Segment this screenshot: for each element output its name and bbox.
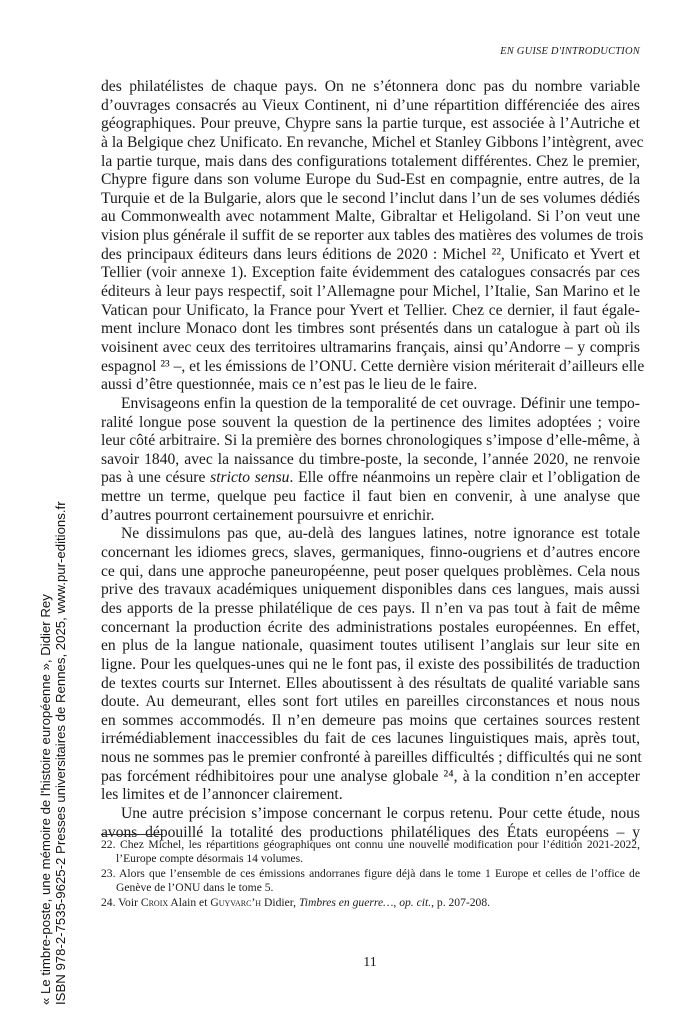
text-segment: pas à une césure <box>101 469 211 487</box>
text-line <box>101 339 640 358</box>
text-segment: les limites et de l’annoncer clairement. <box>101 786 343 804</box>
footnote-23: 23. Alors que l’ensemble de ces émissions andorranes figure déjà dans le tome 1 Europe et celles de l’office de Genève de l’ONU dans le tome 5. <box>101 866 640 895</box>
text-segment: nous ne sommes pas le premier confronté à pareilles difficultés ; difficultés qui ne sont <box>101 749 642 767</box>
text-line <box>101 525 640 544</box>
text-segment: ralité longue pose souvent la question de la pertinence des limites adoptées ; voire <box>101 413 640 431</box>
text-segment: concernant les idiomes grecs, slaves, germaniques, finno-ougriens et d’autres encore <box>101 544 640 562</box>
footnote-text: Didier, <box>261 895 299 909</box>
text-line <box>101 153 640 172</box>
text-segment: Une autre précision s’impose concernant le corpus retenu. Pour cette étude, nous <box>121 804 640 822</box>
text-line <box>101 133 644 153</box>
text-segment: à la Belgique chez Unificato. En revanche, Michel et Stanley Gibbons l’intègrent, avec <box>101 133 644 151</box>
text-segment: d’ouvrages consacrés au Vieux Continent, ni d’une répartition différenciée des aires <box>101 96 640 114</box>
side-citation-title: « Le timbre-poste, une mémoire de l'histoire européenne », Didier Rey <box>38 594 53 1005</box>
footnote-text: , p. 207-208. <box>431 895 491 909</box>
side-citation-isbn: ISBN 978-2-7535-9625-2 Presses universitaires de Rennes, 2025, www.pur-editions.fr <box>53 501 68 1005</box>
body-text <box>101 78 645 842</box>
text-line <box>101 227 644 246</box>
text-line <box>101 115 640 134</box>
text-segment: des principaux éditeurs dans leurs éditions de 2020 : Michel ²², Unificato et Yvert et <box>101 245 640 263</box>
text-line <box>101 786 640 805</box>
text-segment: en plus de la langue nationale, quasiment toutes utilisent l’anglais sur leur site en <box>101 637 640 655</box>
text-line <box>101 78 640 97</box>
text-line <box>101 488 640 507</box>
text-segment: Chypre figure dans son volume Europe du Sud-Est en compagnie, entre autres, de la <box>101 171 640 189</box>
text-line <box>101 395 640 414</box>
running-head: EN GUISE D'INTRODUCTION <box>500 46 640 57</box>
text-line <box>101 749 640 768</box>
text-line <box>101 451 640 470</box>
text-line <box>101 264 640 283</box>
text-line <box>101 190 640 209</box>
text-line <box>101 357 645 377</box>
text-line <box>101 730 640 749</box>
author-name: Croix <box>140 895 169 909</box>
text-line <box>101 675 640 694</box>
footnote-separator <box>101 834 163 835</box>
book-title: Timbres en guerre…, op. cit. <box>298 895 432 909</box>
text-line <box>101 563 640 582</box>
text-segment: ce qui, dans une approche paneuropéenne, peut poser quelques problèmes. Cela nous <box>101 562 640 580</box>
text-segment: Tellier (voir annexe 1). Exception faite évidemment des catalogues consacrés par ces <box>101 264 640 282</box>
text-segment: voisinent avec ceux des territoires ultramarins français, ainsi qu’Andorre – y compris <box>101 338 640 356</box>
text-line <box>101 581 640 600</box>
footnotes <box>101 838 640 910</box>
text-segment: Vatican pour Unificato, la France pour Yvert et Tellier. Chez ce dernier, il faut égale- <box>101 301 640 319</box>
text-line <box>101 469 640 488</box>
text-segment: au Commonwealth avec notamment Malte, Gibraltar et Heligoland. Si l’on veut une <box>101 208 640 226</box>
text-segment: savoir 1840, avec la naissance du timbre-poste, la seconde, l’année 2020, ne renvoie <box>101 450 640 468</box>
text-line <box>101 507 640 526</box>
page-number: 11 <box>363 955 377 970</box>
text-line <box>101 637 640 656</box>
text-line <box>101 544 640 563</box>
text-line <box>101 302 640 321</box>
text-segment: . Elle offre néanmoins un repère clair et l’obligation de <box>289 469 640 487</box>
text-segment: aussi d’être questionnée, mais ce n’est pas le lieu de le faire. <box>101 376 478 394</box>
text-segment: des philatélistes de chaque pays. On ne s’étonnera donc pas du nombre variable <box>101 78 640 95</box>
footnote-text: 24. Voir <box>101 895 141 909</box>
author-name: Guyvarc’h <box>210 895 262 909</box>
text-segment: pas forcément rédhibitoires pour une analyse globale ²⁴, à la condition n’en accepter <box>101 767 640 785</box>
text-line <box>101 320 640 339</box>
text-line <box>101 246 640 265</box>
text-segment: éditeurs à leur pays respectif, soit l’Allemagne pour Michel, l’Italie, San Marino et le <box>101 283 640 301</box>
text-segment: concernant la production écrite des administrations postales européennes. En effet, <box>101 618 640 636</box>
text-segment: vision plus générale il suffit de se reporter aux tables des matières des volumes de trois <box>101 227 644 245</box>
footnote-22: 22. Chez Michel, les répartitions géographiques ont connu une nouvelle modification pour l’édition 2021-2022, l’Europe compte désormais 14 volumes. <box>101 838 640 866</box>
text-segment: de textes courts sur Internet. Elles aboutissent à des résultats de qualité variable sans <box>101 674 640 692</box>
text-line <box>101 619 640 638</box>
text-line <box>101 712 640 731</box>
text-segment: d’autres pourront certainement poursuivre et enrichir. <box>101 506 435 524</box>
text-segment: ligne. Pour les quelques-unes qui ne le font pas, il existe des possibilités de traduction <box>101 655 640 673</box>
text-line <box>101 208 640 227</box>
text-segment: Ne dissimulons pas que, au-delà des langues latines, notre ignorance est totale <box>121 525 640 543</box>
text-segment: la partie turque, mais dans des configurations totalement différentes. Chez le premier, <box>101 152 640 170</box>
text-line <box>101 97 640 116</box>
text-line <box>101 171 640 190</box>
text-segment: mettre un terme, quelque peu factice il faut bien en convenir, à une analyse que <box>101 488 640 506</box>
footnote-24 <box>101 896 640 910</box>
text-segment: en sommes accommodés. Il n’en demeure pas moins que certaines sources restent <box>101 711 640 729</box>
text-line <box>101 805 640 824</box>
text-segment: irrémédiablement inaccessibles du fait de ces lacunes linguistiques mais, après tout, <box>101 730 640 748</box>
text-line <box>101 600 640 619</box>
text-segment: avons dépouillé la totalité des productions philatéliques des États européens – y <box>101 823 640 841</box>
text-line <box>101 283 640 302</box>
text-line <box>101 656 640 675</box>
text-segment: leur côté arbitraire. Si la première des bornes chronologiques s’impose d’elle-même, à <box>101 432 640 450</box>
italic-phrase: stricto sensu <box>210 469 290 487</box>
text-line <box>101 693 640 712</box>
text-segment: doute. Au demeurant, elles sont fort utiles en pareilles circonstances et nous nous <box>101 693 640 711</box>
footnote-text: Alain et <box>168 895 211 909</box>
text-segment: Envisageons enfin la question de la temporalité de cet ouvrage. Définir une tempo- <box>121 394 640 412</box>
text-segment: Turquie et de la Bulgarie, alors que le second l’inclut dans l’un de ses volumes dédiés <box>101 189 640 207</box>
side-citation <box>38 501 68 1005</box>
text-segment: ment inclure Monaco dont les timbres sont présentés dans un catalogue à part où ils <box>101 320 640 338</box>
text-line <box>101 432 640 451</box>
text-line <box>101 768 640 787</box>
text-segment: des apports de la presse philatélique de ces pays. Il n’en va pas tout à fait de même <box>101 599 640 617</box>
text-segment: géographiques. Pour preuve, Chypre sans la partie turque, est associée à l’Autriche et <box>101 115 640 133</box>
text-segment: prive des travaux académiques uniquement disponibles dans ces langues, mais aussi <box>101 581 640 599</box>
text-line <box>101 414 640 433</box>
text-line <box>101 376 640 395</box>
text-segment: espagnol ²³ –, et les émissions de l’ONU. Cette dernière vision mériterait d’ailleurs elle <box>101 357 645 375</box>
